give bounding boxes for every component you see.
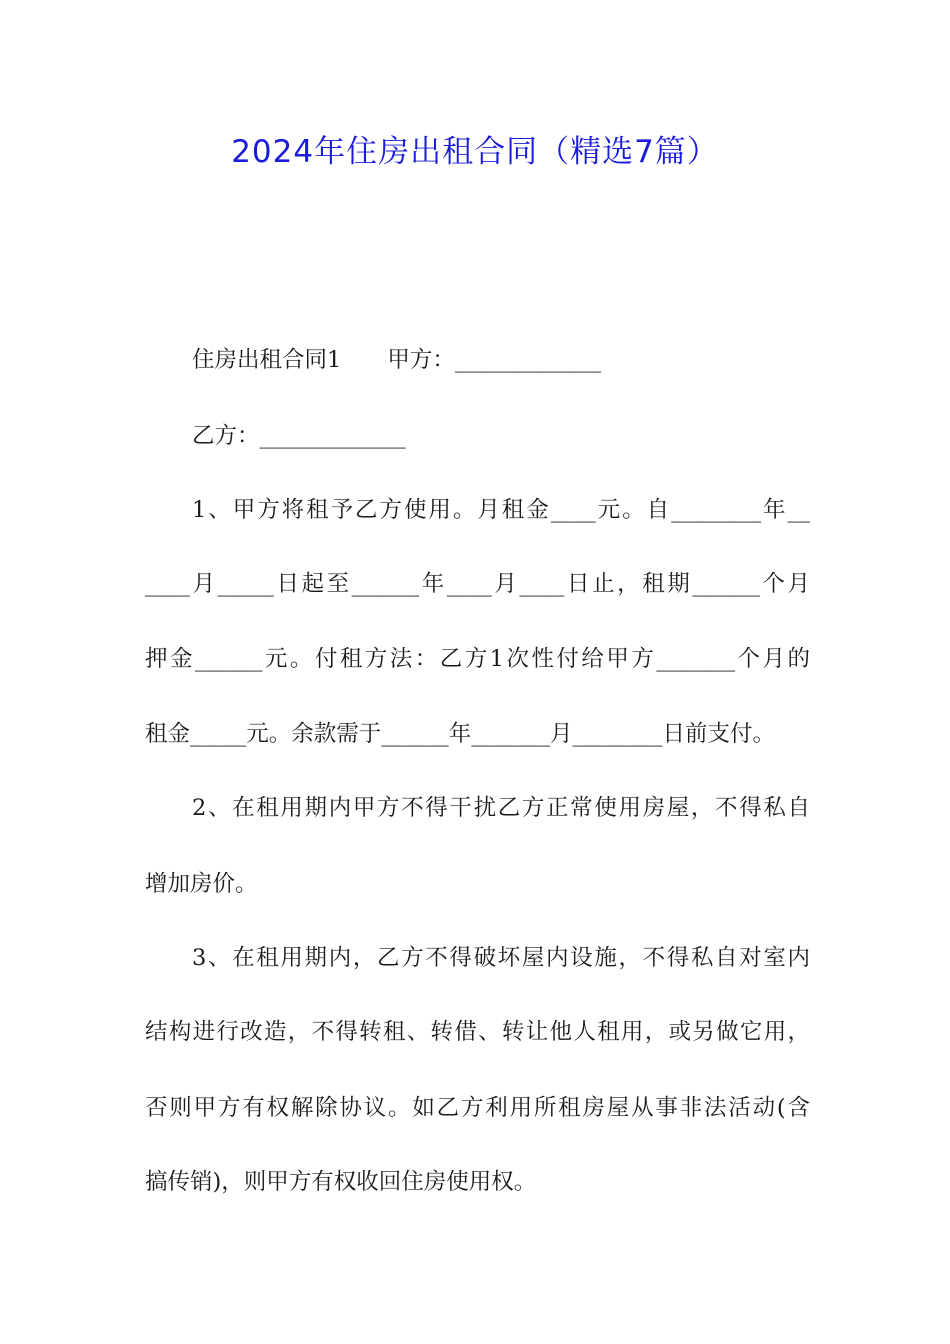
clause-1-line-3: 押金______元。付租方法：乙方1次性付给甲方_______个月的	[145, 646, 810, 672]
clause-2-line-2: 增加房价。	[145, 871, 258, 897]
party-b-field: 乙方：_____________	[192, 423, 406, 449]
clause-3-line-3: 否则甲方有权解除协议。如乙方利用所租房屋从事非法活动(含	[145, 1095, 810, 1121]
clause-1-line-4: 租金_____元。余款需于______年_______月________日前支付。	[145, 721, 776, 747]
clause-3-line-1: 3、在租用期内，乙方不得破坏屋内设施，不得私自对室内	[192, 945, 810, 971]
party-a-field: 甲方：_____________	[387, 347, 602, 373]
clause-1-line-1: 1、甲方将租予乙方使用。月租金____元。自________年__	[192, 497, 810, 523]
clause-3-line-4: 搞传销)，则甲方有权收回住房使用权。	[145, 1169, 537, 1195]
document-title: 2024年住房出租合同（精选7篇）	[231, 134, 719, 170]
clause-3-line-2: 结构进行改造，不得转租、转借、转让他人租用，或另做它用，	[145, 1019, 810, 1045]
contract-heading-line	[192, 340, 857, 380]
clause-2-line-1: 2、在租用期内甲方不得干扰乙方正常使用房屋，不得私自	[192, 795, 810, 821]
clause-1-line-2: ____月_____日起至______年____月____日止，租期______个月	[145, 571, 810, 597]
contract-heading: 住房出租合同1	[192, 347, 342, 373]
